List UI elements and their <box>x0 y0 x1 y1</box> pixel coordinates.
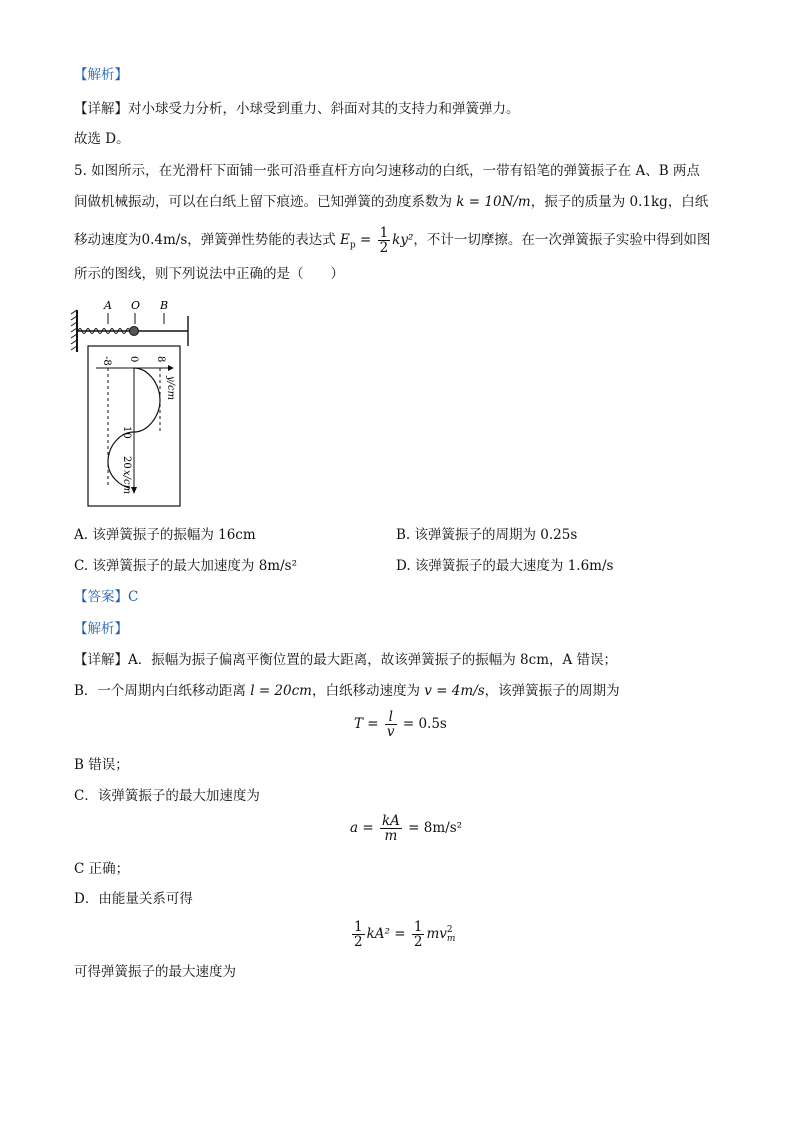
q-text: 移动速度为 <box>74 232 142 248</box>
frac-num: 1 <box>379 225 389 241</box>
q-text: ，振子的质量为 <box>530 194 630 210</box>
q-text: ，不计一切摩擦。在一次弹簧振子实验中得到如图 <box>413 232 711 248</box>
b-text: ，该弹簧振子的周期为 <box>484 683 620 699</box>
analysis-b-wrong: B 错误； <box>74 757 129 773</box>
analysis-heading-prev: 【解析】 <box>74 67 128 83</box>
eq1-lhs: T = <box>354 716 383 732</box>
oscillator-ball <box>130 327 139 336</box>
q-eq: = <box>355 232 376 248</box>
answer <box>74 588 138 606</box>
answer-text: 【答案】C <box>74 589 139 605</box>
q-mass: 0.1kg <box>629 194 668 210</box>
q-ep-rhs: ky² <box>392 232 414 248</box>
analysis-c-right: C 正确； <box>74 861 130 877</box>
frac-num: kA <box>381 813 400 829</box>
frac-den: 2 <box>354 934 363 950</box>
equation-energy <box>350 920 455 949</box>
question-line-3 <box>74 226 710 255</box>
b-text: ，白纸移动速度为 <box>311 683 425 699</box>
option-d: D. 该弹簧振子的最大速度为 1.6m/s <box>396 558 614 574</box>
eq2-fraction <box>380 814 402 843</box>
q-ep: E <box>340 232 350 248</box>
option-a: A. 该弹簧振子的振幅为 16cm <box>74 527 256 543</box>
eq3-fraction-left <box>352 920 365 949</box>
eq3-rhs: mv <box>426 926 447 942</box>
analysis-a: 【详解】A．振幅为振子偏离平衡位置的最大距离，故该弹簧振子的振幅为 8cm，A 错误； <box>74 652 618 668</box>
frac-num: 1 <box>413 919 423 935</box>
x-tick-20: 20 <box>121 456 132 469</box>
question-line-4: 所示的图线，则下列说法中正确的是（ ） <box>74 266 344 282</box>
frac-den: 2 <box>413 934 423 950</box>
wall <box>71 310 77 352</box>
frac-den: m <box>384 828 398 844</box>
label-a: A <box>104 299 112 312</box>
question-line-1: 5. 如图所示，在光滑杆下面铺一张可沿垂直杆方向匀速移动的白纸，一带有铅笔的弹簧振子在 A、B 两点 <box>74 163 700 179</box>
b-distance: l = 20cm <box>250 683 312 699</box>
tick-8: 8 <box>155 356 166 363</box>
spring-oscillator-figure <box>68 296 198 510</box>
eq2-rhs: = 8m/s² <box>403 820 463 836</box>
eq3-sup: 2 <box>446 924 453 935</box>
equation-acceleration <box>350 814 462 843</box>
label-o: O <box>131 299 141 312</box>
option-c: C. 该弹簧振子的最大加速度为 8m/s² <box>74 558 298 574</box>
analysis-c: C．该弹簧振子的最大加速度为 <box>74 788 260 804</box>
label-b: B <box>160 299 169 312</box>
eq3-fraction-right <box>412 920 425 949</box>
analysis-d: D．由能量关系可得 <box>74 891 193 907</box>
eq1-rhs: = 0.5s <box>398 716 447 732</box>
y-axis-label: y/cm <box>165 376 176 401</box>
x-axis-label: x/cm <box>121 470 132 495</box>
analysis-heading: 【解析】 <box>74 621 128 637</box>
b-text: B．一个周期内白纸移动距离 <box>74 683 251 699</box>
frac-den: v <box>386 724 395 740</box>
detail-prev: 【详解】对小球受力分析，小球受到重力、斜面对其的支持力和弹簧弹力。 <box>74 101 520 117</box>
eq3-supsub <box>447 926 456 944</box>
frac-den: 2 <box>379 240 389 256</box>
eq1-fraction <box>385 710 397 739</box>
eq2-lhs: a = <box>350 820 378 836</box>
q-text: ，白纸 <box>667 194 709 210</box>
q-text: ，弹簧弹性势能的表达式 <box>187 232 341 248</box>
q-text: 间做机械振动，可以在白纸上留下痕迹。已知弹簧的劲度系数为 <box>74 194 457 210</box>
q-k-value: k = 10N/m <box>456 194 531 210</box>
analysis-final: 可得弹簧振子的最大速度为 <box>74 964 236 980</box>
analysis-b <box>74 682 620 700</box>
x-tick-10: 10 <box>121 426 132 439</box>
conclusion-prev: 故选 D。 <box>74 131 130 147</box>
tick-0: 0 <box>128 356 139 363</box>
eq3-sub: m <box>446 933 456 944</box>
question-line-2 <box>74 193 708 211</box>
frac-num: 1 <box>354 919 363 935</box>
equation-period <box>354 710 447 739</box>
frac-num: l <box>385 710 397 725</box>
y-axis-arrow <box>168 365 174 371</box>
q-half-fraction <box>378 226 391 255</box>
b-speed: v = 4m/s <box>424 683 485 699</box>
q-speed: 0.4m/s <box>141 232 188 248</box>
tick-neg8: -8 <box>101 356 112 366</box>
eq3-mid: kA² = <box>366 926 410 942</box>
q-ep-sub: p <box>349 240 356 251</box>
option-b: B. 该弹簧振子的周期为 0.25s <box>396 527 578 543</box>
